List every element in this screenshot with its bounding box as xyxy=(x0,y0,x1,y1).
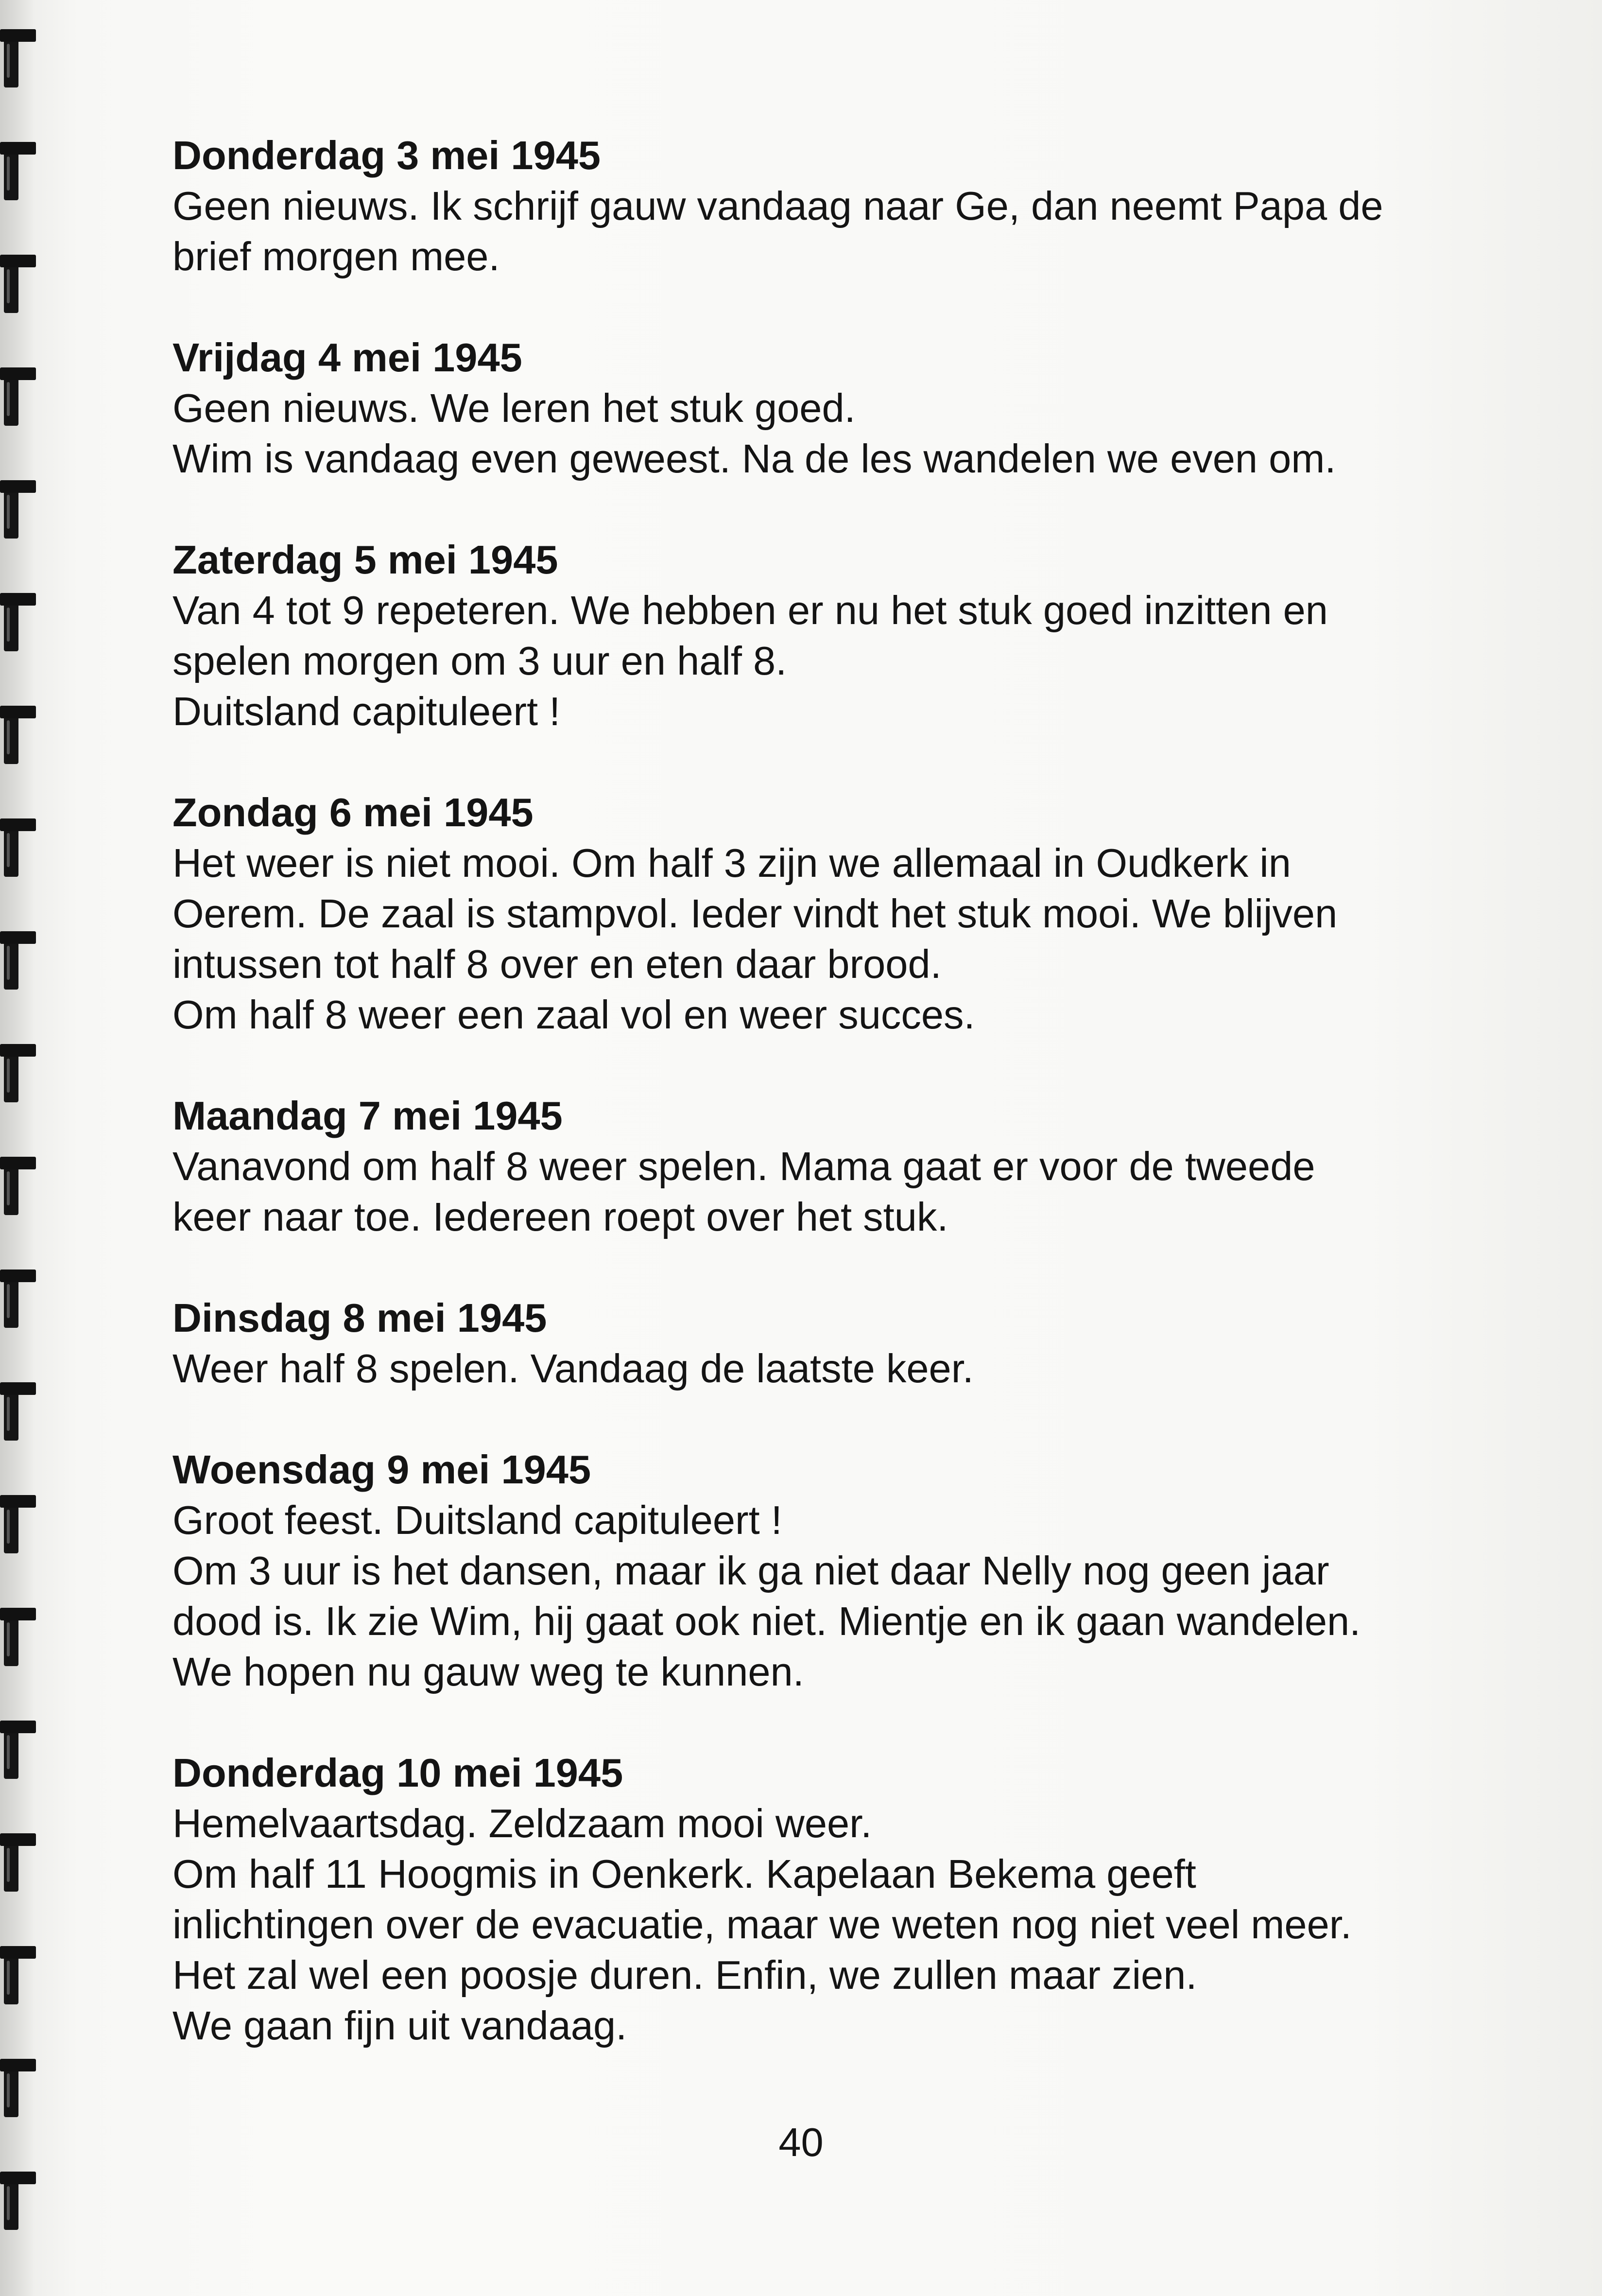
entry-line: We hopen nu gauw weg te kunnen. xyxy=(172,1649,804,1694)
entry-line: Geen nieuws. Ik schrijf gauw vandaag naar Ge, dan neemt Papa de xyxy=(172,183,1383,228)
diary-entry xyxy=(172,787,1514,1040)
entry-date: Maandag 7 mei 1945 xyxy=(172,1093,563,1138)
entry-line: Wim is vandaag even geweest. Na de les wandelen we even om. xyxy=(172,436,1336,481)
entry-line: Hemelvaartsdag. Zeldzaam mooi weer. xyxy=(172,1801,872,1846)
binding-ring xyxy=(0,1946,38,2004)
binding-ring xyxy=(0,706,38,764)
entry-line: Om half 11 Hoogmis in Oenkerk. Kapelaan Bekema geeft xyxy=(172,1851,1196,1896)
binding-ring xyxy=(0,142,38,200)
binding-ring xyxy=(0,480,38,539)
diary-entry xyxy=(172,332,1514,484)
entry-line: Van 4 tot 9 repeteren. We hebben er nu het stuk goed inzitten en xyxy=(172,588,1328,633)
entry-line: Duitsland capituleert ! xyxy=(172,689,561,734)
entry-line: spelen morgen om 3 uur en half 8. xyxy=(172,638,787,683)
diary-entry xyxy=(172,1444,1514,1697)
entry-line: Om half 8 weer een zaal vol en weer succes. xyxy=(172,992,975,1037)
entry-line: brief morgen mee. xyxy=(172,234,500,279)
entry-line: inlichtingen over de evacuatie, maar we weten nog niet veel meer. xyxy=(172,1902,1352,1947)
spiral-binding xyxy=(0,0,44,2296)
diary-entry xyxy=(172,1293,1514,1394)
entry-line: Geen nieuws. We leren het stuk goed. xyxy=(172,385,856,431)
diary-text xyxy=(172,130,1514,2102)
binding-ring xyxy=(0,1382,38,1441)
entry-date: Dinsdag 8 mei 1945 xyxy=(172,1295,547,1340)
binding-ring xyxy=(0,255,38,313)
binding-ring xyxy=(0,2059,38,2117)
entry-line: intussen tot half 8 over en eten daar brood. xyxy=(172,941,942,987)
page-number: 40 xyxy=(778,2120,824,2165)
diary-entry xyxy=(172,1748,1514,2051)
diary-entry xyxy=(172,1091,1514,1242)
binding-ring xyxy=(0,931,38,990)
entry-line: Groot feest. Duitsland capituleert ! xyxy=(172,1497,782,1543)
diary-entry xyxy=(172,130,1514,282)
entry-line: Om 3 uur is het dansen, maar ik ga niet daar Nelly nog geen jaar xyxy=(172,1548,1329,1593)
binding-ring xyxy=(0,367,38,426)
binding-ring xyxy=(0,1608,38,1666)
binding-ring xyxy=(0,1721,38,1779)
binding-ring xyxy=(0,818,38,877)
entry-date: Vrijdag 4 mei 1945 xyxy=(172,335,522,380)
binding-ring xyxy=(0,1833,38,1892)
entry-date: Zaterdag 5 mei 1945 xyxy=(172,537,558,582)
entry-line: keer naar toe. Iedereen roept over het stuk. xyxy=(172,1194,948,1239)
binding-ring xyxy=(0,29,38,87)
binding-ring xyxy=(0,593,38,651)
entry-line: We gaan fijn uit vandaag. xyxy=(172,2003,627,2048)
entry-line: Vanavond om half 8 weer spelen. Mama gaat er voor de tweede xyxy=(172,1144,1315,1189)
entry-line: Het weer is niet mooi. Om half 3 zijn we allemaal in Oudkerk in xyxy=(172,840,1291,886)
binding-ring xyxy=(0,1270,38,1328)
diary-entry xyxy=(172,535,1514,737)
binding-ring xyxy=(0,1495,38,1553)
entry-line: Oerem. De zaal is stampvol. Ieder vindt het stuk mooi. We blijven xyxy=(172,891,1338,936)
entry-date: Woensdag 9 mei 1945 xyxy=(172,1447,591,1492)
binding-ring xyxy=(0,1044,38,1102)
entry-date: Donderdag 3 mei 1945 xyxy=(172,133,601,178)
binding-ring xyxy=(0,1157,38,1215)
binding-ring xyxy=(0,2172,38,2230)
entry-line: Weer half 8 spelen. Vandaag de laatste keer. xyxy=(172,1346,974,1391)
entry-line: Het zal wel een poosje duren. Enfin, we zullen maar zien. xyxy=(172,1952,1197,1998)
entry-date: Donderdag 10 mei 1945 xyxy=(172,1750,623,1795)
entry-line: dood is. Ik zie Wim, hij gaat ook niet. Mientje en ik gaan wandelen. xyxy=(172,1599,1361,1644)
entry-date: Zondag 6 mei 1945 xyxy=(172,790,534,835)
